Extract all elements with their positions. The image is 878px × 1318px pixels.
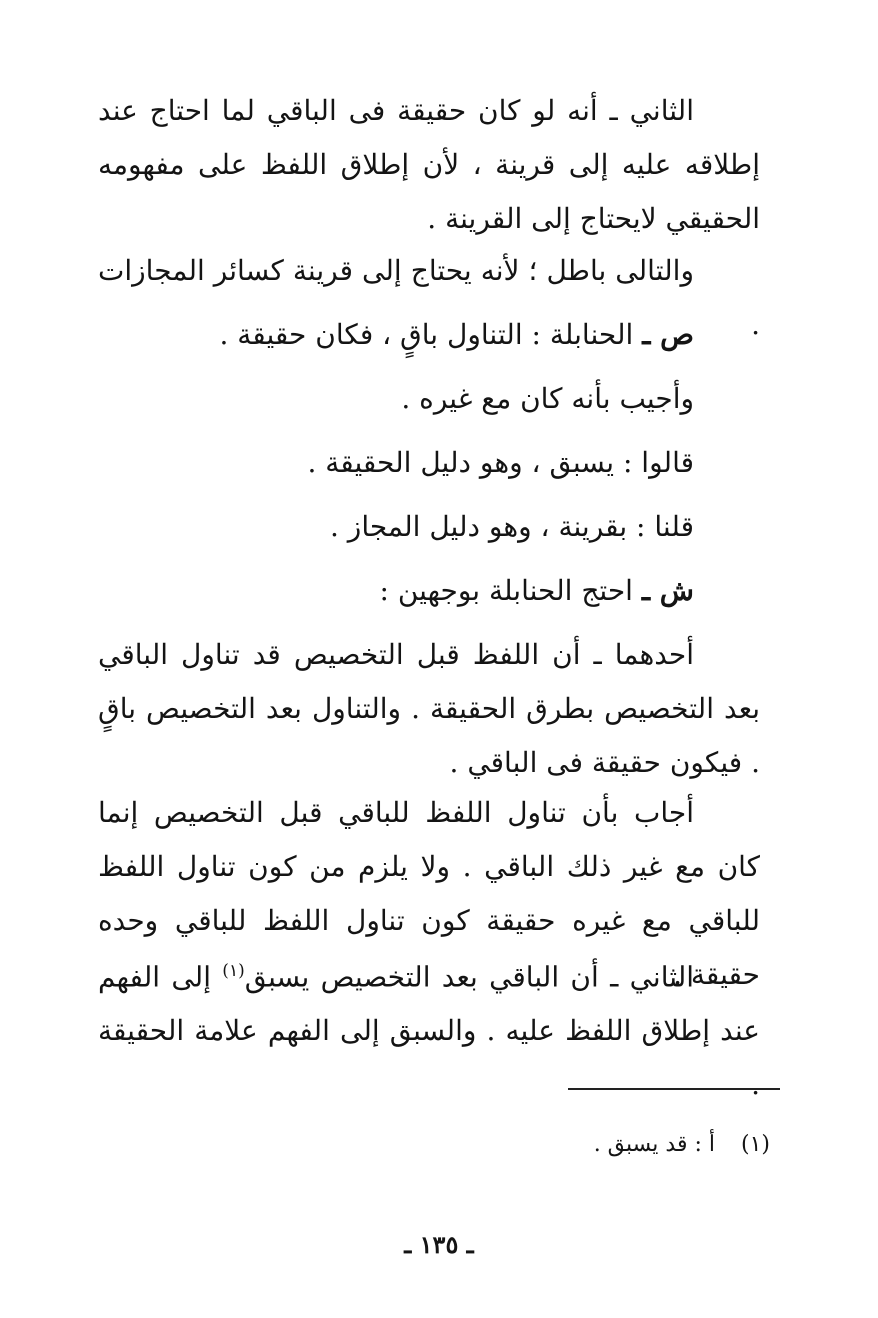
paragraph-8: [98, 628, 760, 790]
paragraph-7-text: احتج الحنابلة بوجهين :: [379, 574, 642, 607]
paragraph-2-text: والتالى باطل ؛ لأنه يحتاج إلى قرينة كسائر المجازات .: [98, 254, 760, 341]
paragraph-5-text: قالوا : يسبق ، وهو دليل الحقيقة .: [307, 446, 694, 479]
page-number: ـ ١٣٥ ـ: [404, 1230, 474, 1259]
footnote-reference: (١): [222, 961, 245, 981]
paragraph-8-text: أحدهما ـ أن اللفظ قبل التخصيص قد تناول الباقي بعد التخصيص بطرق الحقيقة . والتناول بعد التخصيص باقٍ . فيكون حقيقة فى الباقي .: [98, 638, 760, 779]
paragraph-4: [98, 372, 760, 426]
paragraph-7: [98, 564, 760, 618]
paragraph-1-text: الثاني ـ أنه لو كان حقيقة فى الباقي لما احتاج عند إطلاقه عليه إلى قرينة ، لأن إطلاق اللفظ على مفهومه الحقيقي لايحتاج إلى القرينة .: [98, 94, 760, 235]
paragraph-3: [98, 308, 760, 362]
footnote-text: أ : قد يسبق .: [593, 1132, 715, 1157]
paragraph-5: [98, 436, 760, 490]
section-marker-sad: ص ـ: [642, 318, 694, 351]
paragraph-3-text: الحنابلة : التناول باقٍ ، فكان حقيقة .: [219, 318, 643, 351]
paragraph-9-text: أجاب بأن تناول اللفظ للباقي قبل التخصيص إنما كان مع غير ذلك الباقي . ولا يلزم من كون تناول اللفظ للباقي مع غيره حقيقة كون تناول اللفظ للباقي وحده حقيقة .: [98, 796, 760, 991]
paragraph-1: [98, 84, 760, 246]
footnote-number: (١): [740, 1132, 770, 1157]
footnote-separator: [568, 1088, 780, 1090]
section-marker-shin: ش ـ: [641, 574, 694, 607]
paragraph-10-text-a: الثاني ـ أن الباقي بعد التخصيص يسبق: [244, 960, 694, 994]
paragraph-10-text-b: إلى الفهم عند إطلاق اللفظ عليه . والسبق إلى الفهم علامة الحقيقة .: [98, 960, 760, 1102]
paragraph-6-text: قلنا : بقرينة ، وهو دليل المجاز .: [330, 510, 694, 543]
paragraph-4-text: وأجيب بأنه كان مع غيره .: [401, 382, 694, 415]
paragraph-6: [98, 500, 760, 554]
footnote: [594, 1128, 770, 1162]
